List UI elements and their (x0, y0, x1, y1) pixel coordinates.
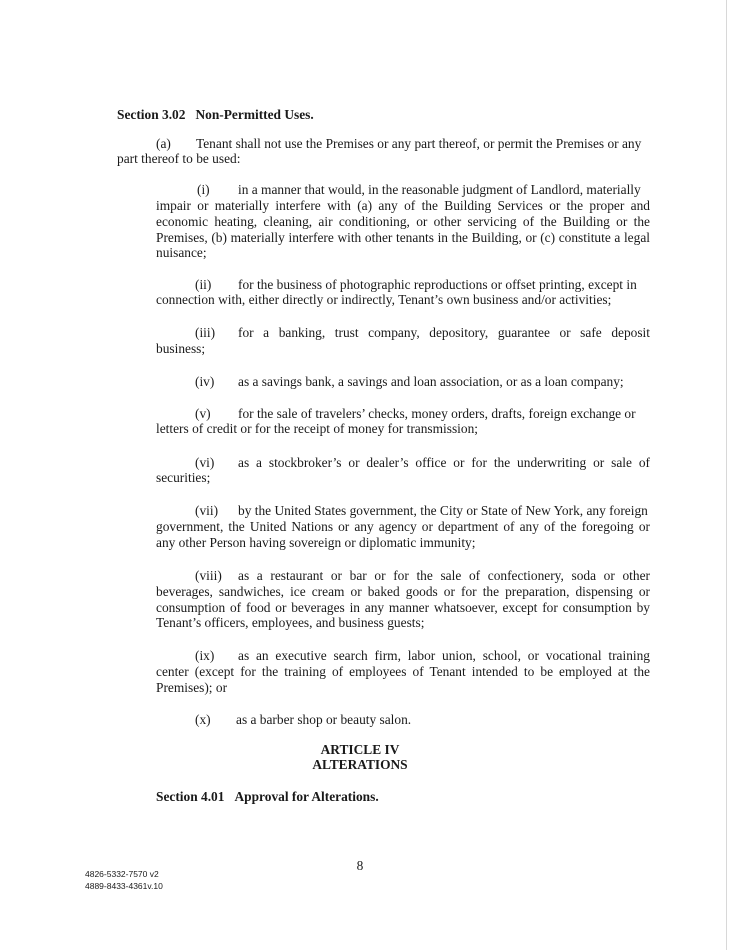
page-edge-line (726, 0, 727, 950)
item-line: in a manner that would, in the reasonable judgment of Landlord, materially (238, 182, 641, 197)
item-label: (vii) (195, 503, 219, 518)
item-label: (i) (197, 182, 210, 197)
item-line: center (except for the training of employees of Tenant intended to be employed at the (156, 664, 650, 679)
item-line: as a savings bank, a savings and loan association, or as a loan company; (238, 374, 624, 389)
section-heading (156, 789, 379, 805)
item-label: (iii) (195, 325, 216, 340)
item-line: Tenant’s officers, employees, and business guests; (156, 615, 425, 630)
page-number: 8 (356, 858, 364, 873)
item-line: by the United States government, the City or State of New York, any foreign (238, 503, 648, 518)
section-number: Section 4.01 (156, 789, 225, 804)
section-heading (117, 107, 314, 123)
item-line: for the business of photographic reproductions or offset printing, except in (238, 277, 637, 292)
item-line: connection with, either directly or indirectly, Tenant’s own business and/or activities; (156, 292, 612, 307)
item-line: for a banking, trust company, depository, guarantee or safe deposit (238, 325, 650, 340)
section-title: Approval for Alterations. (234, 789, 379, 804)
item-label: (iv) (195, 374, 215, 389)
intro-line-2: part thereof to be used: (117, 151, 241, 166)
item-line: letters of credit or for the receipt of money for transmission; (156, 421, 479, 436)
item-line: consumption of food or beverages in any manner whatsoever, except for consumption by (156, 600, 650, 615)
item-line: Premises, (b) materially interfere with other tenants in the Building, or (c) constitute a legal (156, 230, 650, 245)
item-label: (ii) (195, 277, 212, 292)
item-label: (ix) (195, 648, 215, 663)
item-line: economic heating, cleaning, air conditioning, or other servicing of the Building or the (156, 214, 650, 229)
item-line: Premises); or (156, 680, 228, 695)
item-label: (v) (195, 406, 211, 421)
item-line: beverages, sandwiches, ice cream or baked goods or for the preparation, dispensing or (156, 584, 650, 599)
doc-id: 4826-5332-7570 v2 (85, 869, 159, 879)
item-line: any other Person having sovereign or diplomatic immunity; (156, 535, 476, 550)
item-line: nuisance; (156, 245, 207, 260)
article-title: ALTERATIONS (312, 757, 408, 772)
article-number: ARTICLE IV (320, 742, 400, 757)
item-line: as a barber shop or beauty salon. (236, 712, 412, 727)
item-line: as a stockbroker’s or dealer’s office or for the underwriting or sale of (238, 455, 650, 470)
item-line: business; (156, 341, 206, 356)
item-line: as an executive search firm, labor union, school, or vocational training (238, 648, 650, 663)
section-title: Non-Permitted Uses. (195, 107, 314, 122)
intro-line-1: Tenant shall not use the Premises or any part thereof, or permit the Premises or any (196, 136, 642, 151)
item-line: government, the United Nations or any agency or department of any of the foregoing or (156, 519, 650, 534)
item-line: impair or materially interfere with (a) any of the Building Services or the proper and (156, 198, 650, 213)
item-line: securities; (156, 470, 211, 485)
doc-id: 4889-8433-4361v.10 (85, 881, 163, 891)
item-line: as a restaurant or bar or for the sale of confectionery, soda or other (238, 568, 650, 583)
item-label: (vi) (195, 455, 215, 470)
item-label: (x) (195, 712, 211, 727)
item-label: (viii) (195, 568, 222, 583)
item-line: for the sale of travelers’ checks, money orders, drafts, foreign exchange or (238, 406, 636, 421)
intro-label: (a) (156, 136, 171, 151)
section-number: Section 3.02 (117, 107, 186, 122)
